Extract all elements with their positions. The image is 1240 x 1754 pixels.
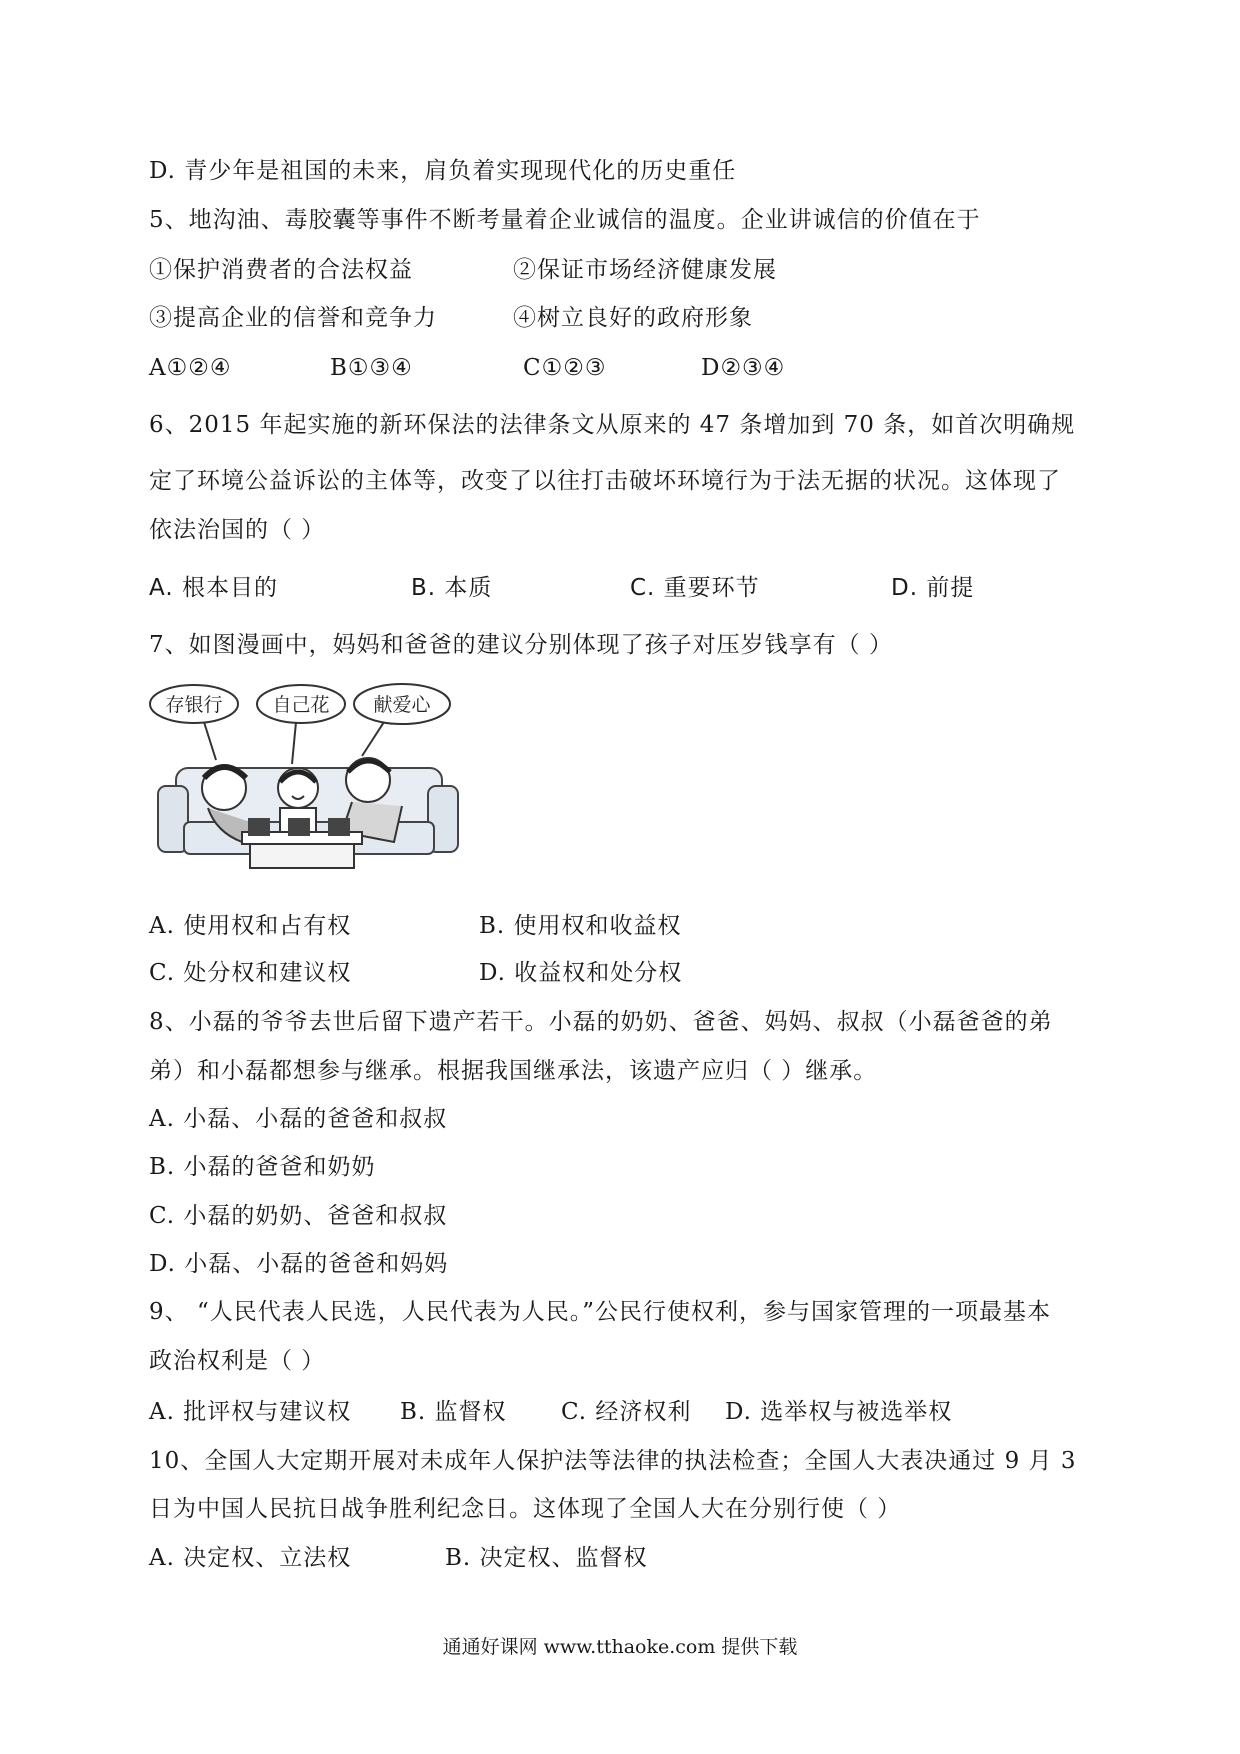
q7-option-b: B. 使用权和收益权 [479,913,682,939]
q7-stem: 7、如图漫画中，妈妈和爸爸的建议分别体现了孩子对压岁钱享有（ ） [149,632,893,658]
bubble-text-donate: 献爱心 [373,694,431,716]
q5-item-1: ①保护消费者的合法权益 [149,257,413,283]
q9-stem-line-1: 9、 “人民代表人民选，人民代表为人民。”公民行使权利，参与国家管理的一项最基本 [149,1299,1051,1325]
q5-option-c: C①②③ [523,355,607,381]
q7-option-d: D. 收益权和处分权 [479,960,683,986]
q6-stem-line-1: 6、2015 年起实施的新环保法的法律条文从原来的 47 条增加到 70 条，如首次明确规 [149,412,1076,438]
q5-option-a: A①②④ [149,355,232,381]
q10-stem-line-2: 日为中国人民抗日战争胜利纪念日。这体现了全国人大在分别行使（ ） [149,1496,902,1522]
q9-option-a: A. 批评权与建议权 [149,1399,352,1425]
cartoon-illustration [146,682,464,878]
q7-option-c: C. 处分权和建议权 [149,960,352,986]
q8-stem-line-1: 8、小磊的爷爷去世后留下遗产若干。小磊的奶奶、爸爸、妈妈、叔叔（小磊爸爸的弟 [149,1009,1053,1035]
q8-option-d: D. 小磊、小磊的爸爸和妈妈 [149,1251,449,1277]
q6-option-d: D. 前提 [891,575,975,601]
q6-option-b: B. 本质 [411,575,493,601]
footer-download-credit: 通通好课网 www.tthaoke.com 提供下载 [442,1636,798,1658]
q5-item-3: ③提高企业的信誉和竞争力 [149,305,437,331]
q5-stem: 5、地沟油、毒胶囊等事件不断考量着企业诚信的温度。企业讲诚信的价值在于 [149,207,981,233]
q9-stem-line-2: 政治权利是（ ） [149,1348,326,1374]
q6-stem-line-3: 依法治国的（ ） [149,517,326,543]
q8-option-a: A. 小磊、小磊的爸爸和叔叔 [149,1106,448,1132]
q5-item-4: ④树立良好的政府形象 [513,305,753,331]
q5-item-2: ②保证市场经济健康发展 [513,257,777,283]
q9-option-d: D. 选举权与被选举权 [725,1399,953,1425]
bubble-text-save-bank: 存银行 [165,694,223,716]
q7-option-a: A. 使用权和占有权 [149,913,352,939]
q9-option-c: C. 经济权利 [561,1399,692,1425]
q5-option-d: D②③④ [701,355,786,381]
q8-option-b: B. 小磊的爸爸和奶奶 [149,1154,376,1180]
q6-stem-line-2: 定了环境公益诉讼的主体等，改变了以往打击破坏环境行为于法无据的状况。这体现了 [149,468,1061,494]
q9-option-b: B. 监督权 [400,1399,507,1425]
q10-option-b: B. 决定权、监督权 [445,1545,648,1571]
q10-stem-line-1: 10、全国人大定期开展对未成年人保护法等法律的执法检查；全国人大表决通过 9 月 3 [149,1448,1077,1474]
q8-option-c: C. 小磊的奶奶、爸爸和叔叔 [149,1203,448,1229]
q4-option-d: D. 青少年是祖国的未来，肩负着实现现代化的历史重任 [149,158,737,184]
q10-option-a: A. 决定权、立法权 [149,1545,352,1571]
q5-option-b: B①③④ [330,355,413,381]
bubble-text-spend-self: 自己花 [272,694,330,716]
q8-stem-line-2: 弟）和小磊都想参与继承。根据我国继承法，该遗产应归（ ）继承。 [149,1058,878,1084]
q6-option-a: A. 根本目的 [149,575,278,601]
q6-option-c: C. 重要环节 [630,575,760,601]
